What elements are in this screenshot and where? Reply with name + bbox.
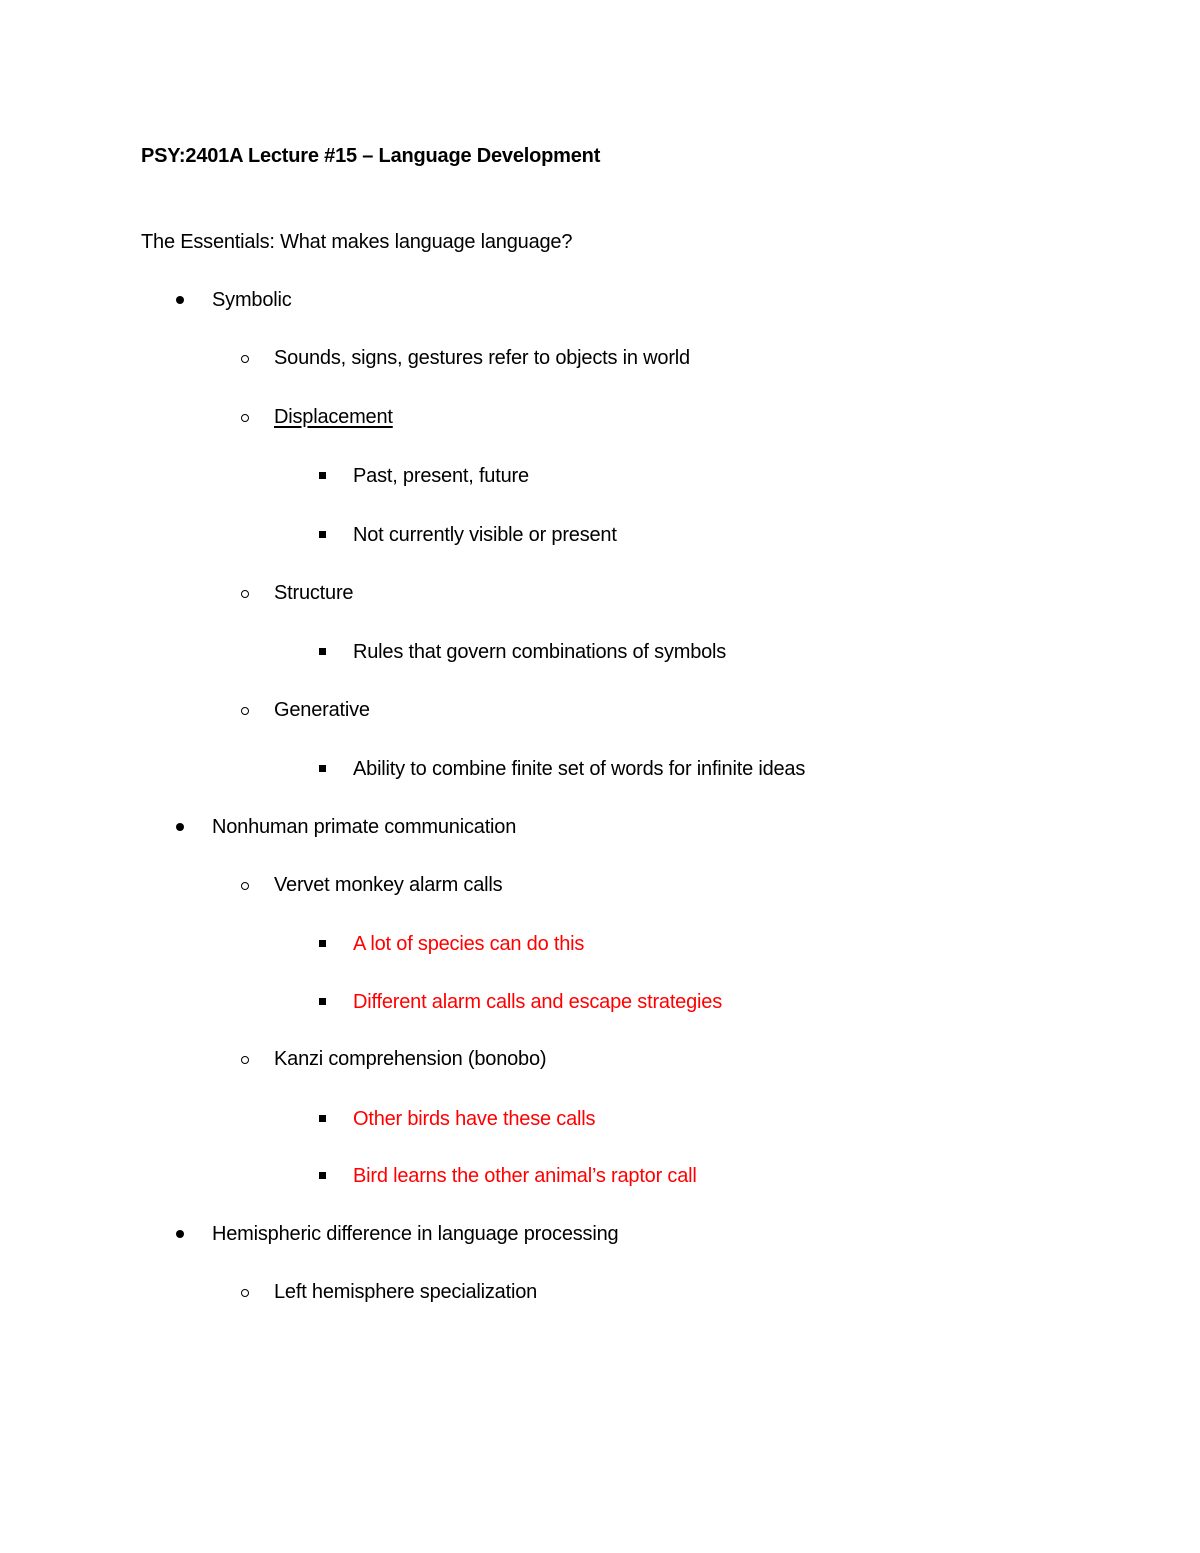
list-item: Generative — [274, 699, 370, 721]
bullet-square-icon — [319, 648, 326, 655]
bullet-dot-icon — [176, 1230, 184, 1238]
list-item: Symbolic — [212, 289, 292, 311]
list-item: Bird learns the other animal’s raptor call — [353, 1165, 697, 1187]
bullet-square-icon — [319, 1115, 326, 1122]
bullet-circle-icon — [241, 414, 249, 422]
list-item: Other birds have these calls — [353, 1108, 596, 1130]
bullet-circle-icon — [241, 707, 249, 715]
bullet-circle-icon — [241, 355, 249, 363]
list-item: Sounds, signs, gestures refer to objects in world — [274, 347, 690, 369]
bullet-circle-icon — [241, 590, 249, 598]
list-item: Structure — [274, 582, 354, 604]
list-item: Hemispheric difference in language processing — [212, 1223, 619, 1245]
list-item: Nonhuman primate communication — [212, 816, 517, 838]
bullet-square-icon — [319, 765, 326, 772]
list-item: Displacement — [274, 406, 393, 428]
bullet-dot-icon — [176, 823, 184, 831]
list-item: Different alarm calls and escape strategies — [353, 991, 722, 1013]
list-item: Rules that govern combinations of symbols — [353, 641, 727, 663]
bullet-square-icon — [319, 940, 326, 947]
list-item: Kanzi comprehension (bonobo) — [274, 1048, 547, 1070]
list-item: Vervet monkey alarm calls — [274, 874, 503, 896]
section-heading: The Essentials: What makes language language? — [141, 231, 573, 253]
bullet-circle-icon — [241, 1056, 249, 1064]
list-item: Ability to combine finite set of words for infinite ideas — [353, 758, 806, 780]
bullet-circle-icon — [241, 882, 249, 890]
bullet-square-icon — [319, 531, 326, 538]
document-title: PSY:2401A Lecture #15 – Language Development — [141, 145, 601, 167]
bullet-square-icon — [319, 998, 326, 1005]
list-item: Not currently visible or present — [353, 524, 617, 546]
bullet-square-icon — [319, 1172, 326, 1179]
list-item: Left hemisphere specialization — [274, 1281, 538, 1303]
bullet-dot-icon — [176, 296, 184, 304]
bullet-square-icon — [319, 472, 326, 479]
list-item: A lot of species can do this — [353, 933, 585, 955]
list-item: Past, present, future — [353, 465, 529, 487]
bullet-circle-icon — [241, 1289, 249, 1297]
